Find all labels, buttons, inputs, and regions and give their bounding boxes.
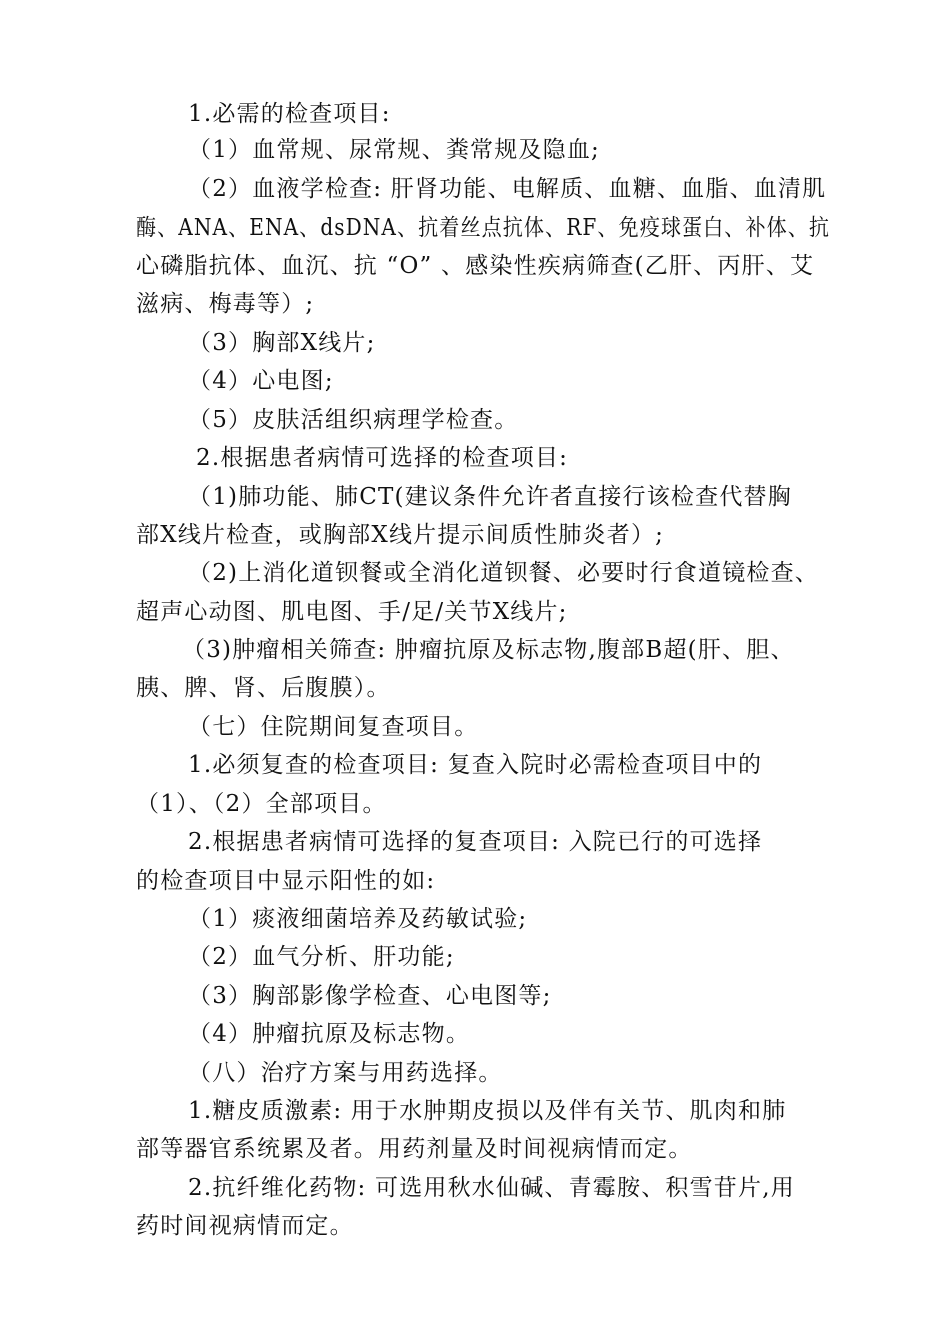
text-line-26: （八）治疗方案与用药选择。 (188, 1060, 503, 1086)
text-line-3: （2）血液学检查: 肝肾功能、电解质、血糖、血脂、血清肌 (188, 176, 827, 202)
text-line-25: （4）肿瘤抗原及标志物。 (188, 1021, 471, 1047)
text-line-23: （2）血气分析、肝功能; (188, 944, 455, 970)
text-line-4: 酶、ANA、ENA、dsDNA、抗着丝点抗体、RF、免疫球蛋白、补体、抗 (136, 215, 831, 241)
text-line-29: 2.抗纤维化药物: 可选用秋水仙碱、青霉胺、积雪苷片,用 (188, 1175, 795, 1201)
text-line-8: （4）心电图; (188, 368, 334, 394)
text-line-22: （1）痰液细菌培养及药敏试验; (188, 906, 528, 932)
text-line-2: （1）血常规、尿常规、粪常规及隐血; (188, 137, 600, 163)
text-line-27: 1.糖皮质激素: 用于水肿期皮损以及伴有关节、肌肉和肺 (188, 1098, 787, 1124)
text-line-17: （七）住院期间复查项目。 (188, 714, 479, 740)
text-line-10: 2.根据患者病情可选择的检查项目: (196, 445, 569, 471)
text-line-20: 2.根据患者病情可选择的复查项目: 入院已行的可选择 (188, 829, 763, 855)
text-line-6: 滋病、梅毒等）; (136, 291, 315, 317)
text-line-21: 的检查项目中显示阳性的如: (136, 868, 436, 894)
text-line-9: （5）皮肤活组织病理学检查。 (188, 407, 519, 433)
text-line-1: 1.必需的检查项目: (188, 101, 391, 127)
text-line-12: 部X线片检查，或胸部X线片提示间质性肺炎者）; (136, 522, 665, 548)
text-line-16: 胰、脾、肾、后腹膜）。 (136, 675, 391, 701)
text-line-7: （3）胸部X线片; (188, 330, 376, 356)
text-line-15: （3)肿瘤相关筛查: 肿瘤抗原及标志物,腹部B超(肝、胆、 (182, 637, 795, 663)
text-line-28: 部等器官系统累及者。用药剂量及时间视病情而定。 (136, 1136, 693, 1162)
text-line-19: （1）、（2）全部项目。 (136, 791, 387, 817)
text-line-11: （1)肺功能、肺CT(建议条件允许者直接行该检查代替胸 (188, 484, 792, 510)
text-line-18: 1.必须复查的检查项目: 复查入院时必需检查项目中的 (188, 752, 763, 778)
text-line-14: 超声心动图、肌电图、手/足/关节X线片; (136, 599, 568, 625)
text-line-13: （2)上消化道钡餐或全消化道钡餐、必要时行食道镜检查、 (188, 560, 820, 586)
text-line-5: 心磷脂抗体、血沉、抗 “O” 、感染性疾病筛查(乙肝、丙肝、艾 (136, 253, 815, 279)
text-line-30: 药时间视病情而定。 (136, 1213, 354, 1239)
text-line-24: （3）胸部影像学检查、心电图等; (188, 983, 552, 1009)
